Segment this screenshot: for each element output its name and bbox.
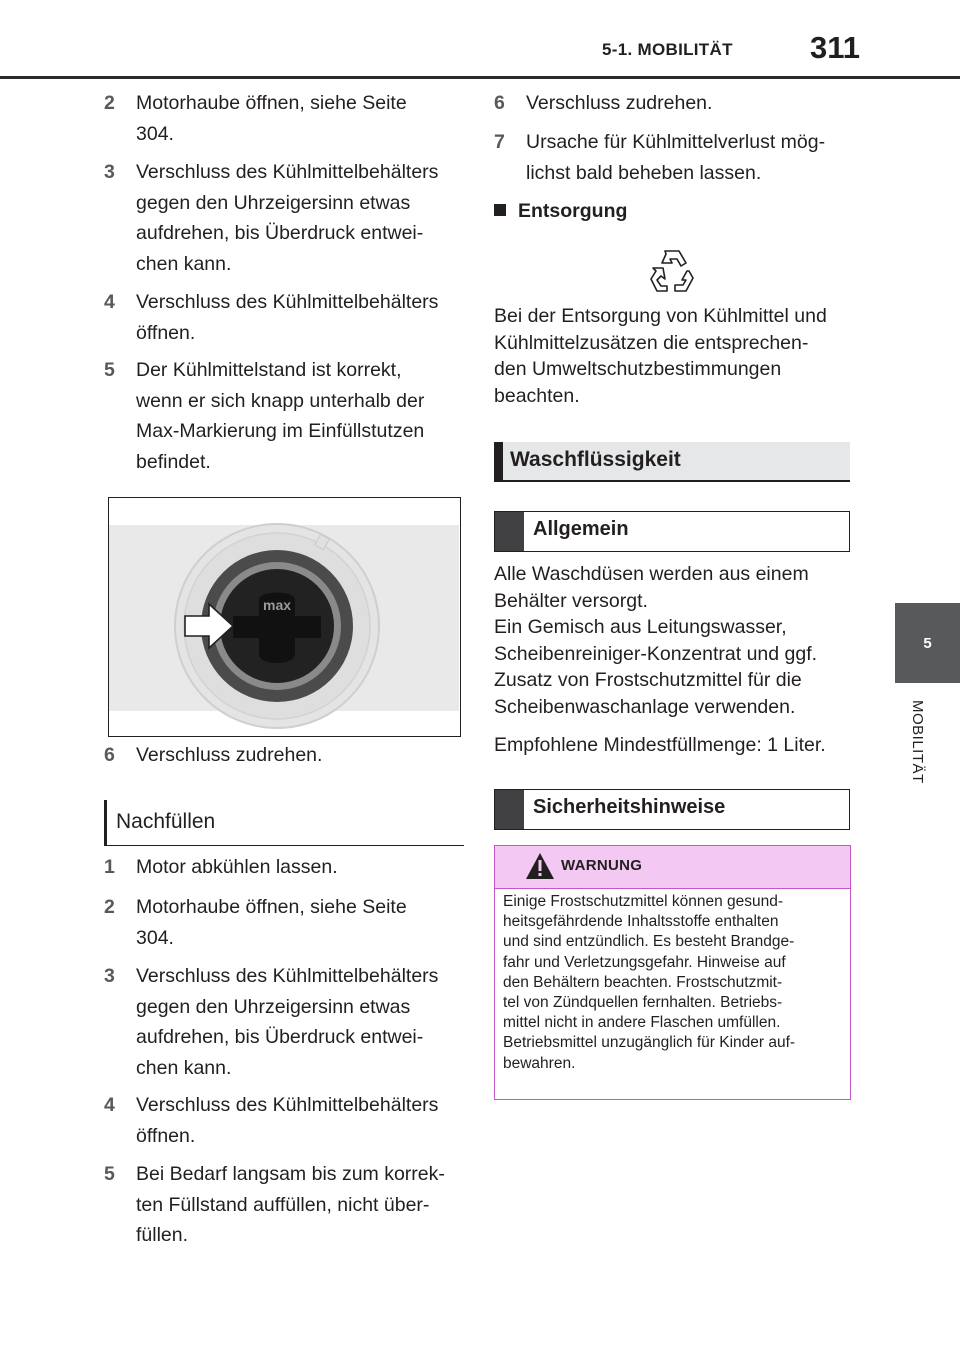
step-text xyxy=(136,852,338,883)
paragraph-line: Kühlmittelzusätzen die entsprechen- xyxy=(494,331,809,354)
warning-header xyxy=(495,846,850,889)
step-text-line: lichst bald beheben lassen. xyxy=(526,161,762,184)
recycle-icon xyxy=(648,246,696,294)
step-text-line: gegen den Uhrzeigersinn etwas xyxy=(136,995,411,1018)
step-text-line: öffnen. xyxy=(136,1124,196,1147)
heading-block xyxy=(495,512,524,551)
subsection-heading-nachfuellen xyxy=(104,800,464,846)
chapter-tab-label: MOBILITÄT xyxy=(909,700,926,784)
step-text-line: Der Kühlmittelstand ist korrekt, xyxy=(136,359,402,381)
step-text xyxy=(136,88,407,149)
coolant-filler-figure xyxy=(108,497,461,737)
paragraph-line: Scheibenwaschanlage verwenden. xyxy=(494,695,796,718)
step-number: 2 xyxy=(104,896,115,918)
step-text xyxy=(136,1090,438,1151)
paragraph-line: Alle Waschdüsen werden aus einem xyxy=(494,563,809,585)
step-text xyxy=(136,1159,445,1251)
step-text-line: Verschluss zudrehen. xyxy=(526,92,713,114)
heading-block xyxy=(495,790,524,829)
warning-title: WARNUNG xyxy=(561,857,643,874)
step-text-line: 304. xyxy=(136,122,174,145)
warning-text-line: fahr und Verletzungsgefahr. Hinweise auf xyxy=(503,953,786,971)
warning-text-line: den Behältern beachten. Frostschutzmit- xyxy=(503,973,783,991)
step-number: 5 xyxy=(104,359,115,381)
running-header-section: 5-1. MOBILITÄT xyxy=(602,40,733,59)
page-number: 311 xyxy=(810,30,861,65)
step-text xyxy=(526,88,712,119)
step-text xyxy=(136,892,407,953)
warning-text-line: Betriebsmittel unzugänglich für Kinder auf- xyxy=(503,1034,796,1052)
step-number: 1 xyxy=(104,856,115,878)
step-text-line: füllen. xyxy=(136,1224,189,1246)
step-text-line: Verschluss des Kühlmittelbehälters xyxy=(136,1094,439,1116)
heading-title: Allgemein xyxy=(533,518,629,540)
step-text-line: Ursache für Kühlmittelverlust mög- xyxy=(526,131,826,153)
step-text-line: ten Füllstand auffüllen, nicht über- xyxy=(136,1193,430,1216)
paragraph-line: Bei der Entsorgung von Kühlmittel und xyxy=(494,305,827,327)
step-number: 6 xyxy=(104,744,115,766)
section-heading-waschfluessigkeit xyxy=(494,442,850,482)
step-text-line: Verschluss des Kühlmittelbehälters xyxy=(136,965,439,987)
paragraph-line: Empfohlene Mindestfüllmenge: 1 Liter. xyxy=(494,734,826,756)
chapter-tab: 5 xyxy=(895,603,960,683)
step-number: 2 xyxy=(104,92,115,114)
warning-text-line: bewahren. xyxy=(503,1054,576,1072)
warning-text-line: mittel nicht in andere Flaschen umfüllen. xyxy=(503,1014,781,1032)
coolant-cap-illustration xyxy=(109,498,459,735)
entsorgung-heading-text: Entsorgung xyxy=(518,200,628,222)
step-text-line: Verschluss des Kühlmittelbehälters xyxy=(136,291,439,313)
step-text xyxy=(136,157,438,279)
step-text-line: Verschluss des Kühlmittelbehälters xyxy=(136,161,439,183)
entsorgung-heading xyxy=(494,200,627,223)
warning-text-line: Einige Frostschutzmittel können gesund- xyxy=(503,893,784,910)
step-text-line: chen kann. xyxy=(136,1056,232,1079)
paragraph-line: Behälter versorgt. xyxy=(494,589,648,612)
step-text-line: Max-Markierung im Einfüllstutzen xyxy=(136,420,425,442)
step-text-line: aufdrehen, bis Überdruck entwei- xyxy=(136,222,424,244)
step-text: Verschluss zudrehen. xyxy=(136,744,323,766)
step-text-line: 304. xyxy=(136,926,174,949)
heading-title: Sicherheitshinweise xyxy=(533,796,726,818)
paragraph-line: Zusatz von Frostschutzmittel für die xyxy=(494,669,802,691)
step-text-line: gegen den Uhrzeigersinn etwas xyxy=(136,191,411,214)
header-rule xyxy=(0,76,960,79)
subsection-title: Nachfüllen xyxy=(116,810,216,833)
warning-text-line: heitsgefährdende Inhaltsstoffe enthalten xyxy=(503,913,779,931)
step-text xyxy=(136,355,424,477)
step-number: 4 xyxy=(104,291,115,313)
warning-triangle-icon xyxy=(525,852,555,880)
step-number: 6 xyxy=(494,92,505,114)
paragraph-line: beachten. xyxy=(494,384,580,407)
subsection-rule xyxy=(104,845,464,846)
step-text-line: wenn er sich knapp unterhalb der xyxy=(136,389,425,412)
subsection-bar xyxy=(104,800,107,846)
paragraph-line: Ein Gemisch aus Leitungswasser, xyxy=(494,616,787,638)
step-text xyxy=(526,127,825,188)
step-text xyxy=(136,287,438,348)
paragraph-line: Scheibenreiniger-Konzentrat und ggf. xyxy=(494,642,818,665)
step-text-line: chen kann. xyxy=(136,252,232,275)
step-number: 5 xyxy=(104,1163,115,1185)
step-number: 4 xyxy=(104,1094,115,1116)
step-number: 3 xyxy=(104,965,115,987)
step-text-line: aufdrehen, bis Überdruck entwei- xyxy=(136,1026,424,1048)
step-number: 3 xyxy=(104,161,115,183)
step-text-line: Motorhaube öffnen, siehe Seite xyxy=(136,92,407,114)
section-bar xyxy=(494,442,503,480)
warning-box xyxy=(494,845,851,1100)
warning-text-line: tel von Zündquellen fernhalten. Betriebs- xyxy=(503,994,783,1012)
section-title: Waschflüssigkeit xyxy=(510,448,681,471)
max-marking: max xyxy=(263,597,292,613)
step-text xyxy=(136,961,438,1083)
step-number: 7 xyxy=(494,131,505,153)
subsection-heading-sicherheitshinweise xyxy=(494,789,850,830)
paragraph-line: den Umweltschutzbestimmungen xyxy=(494,358,782,380)
warning-text xyxy=(503,892,843,1074)
warning-text-line: und sind entzündlich. Es besteht Brandge- xyxy=(503,933,795,951)
step-text-line: Motorhaube öffnen, siehe Seite xyxy=(136,896,407,918)
step-text-line: befindet. xyxy=(136,450,211,473)
step-text-line: öffnen. xyxy=(136,321,196,344)
bullet-square-icon xyxy=(494,204,506,216)
subsection-heading-allgemein xyxy=(494,511,850,552)
step-text-line: Bei Bedarf langsam bis zum korrek- xyxy=(136,1163,445,1185)
step-text-line: Motor abkühlen lassen. xyxy=(136,856,338,878)
